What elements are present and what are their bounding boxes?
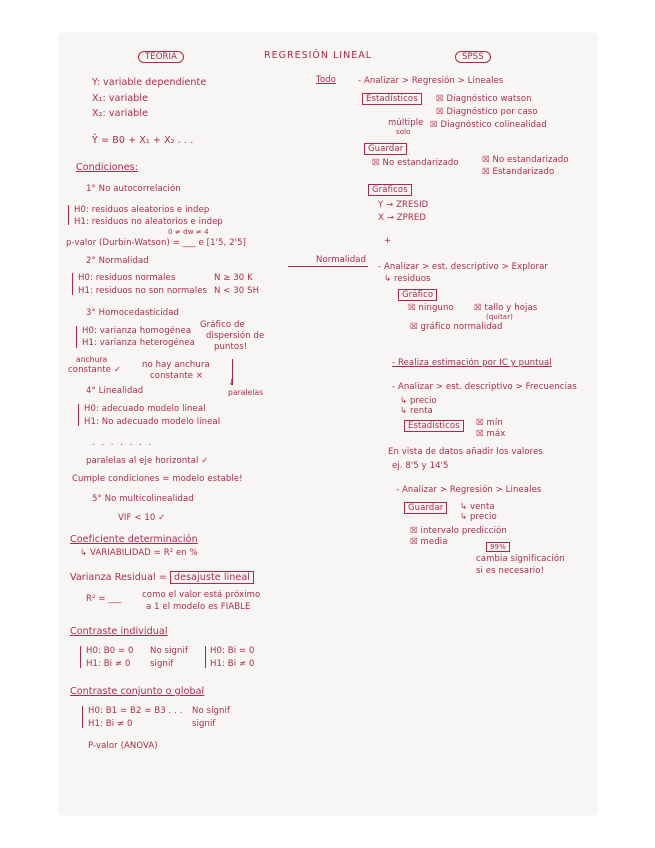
residuos-label: ↳ residuos: [384, 274, 431, 284]
brace: [78, 404, 79, 426]
venta-label: ↳ venta: [460, 502, 495, 512]
cond4-title: 4° Linealidad: [86, 386, 144, 396]
brace: [68, 205, 69, 225]
cond3-anchura-1: anchura: [76, 355, 108, 364]
realiza-estimacion: - Realiza estimación por IC y puntual: [392, 358, 552, 368]
cond3-grafico-2: dispersión de: [206, 331, 265, 341]
varianza-label: Varianza Residual =: [70, 572, 167, 583]
coef-title: Coeficiente determinación: [70, 534, 198, 545]
var-x2: X₂: variable: [92, 108, 149, 119]
cond3-grafico-3: puntos!: [214, 342, 248, 352]
cond2-n-small: N < 30 SH: [214, 286, 260, 296]
renta-label: ↳ renta: [400, 406, 433, 416]
path-explorar: - Analizar > est. descriptivo > Explorar: [378, 262, 548, 272]
cond3-title: 3° Homocedasticidad: [86, 308, 179, 318]
ci-h0b: H0: Bi = 0: [210, 646, 255, 656]
cond3-grafico-1: Gráfico de: [200, 320, 245, 330]
cond1-pvalor: p-valor (Durbin-Watson) = ___ e [1'5, 2'5]: [66, 238, 247, 248]
cond4-paralelas: paralelas al eje horizontal ✓: [86, 456, 209, 466]
varianza-r2-text-1: como el valor está próximo: [142, 590, 261, 600]
pct-box: 99%: [486, 542, 510, 552]
ci-h1b: H1: Bi ≠ 0: [210, 659, 255, 669]
path-analizar-lineales: - Analizar > Regresión > Lineales: [358, 76, 504, 86]
estadisticos-box: Estadísticos: [362, 93, 422, 105]
cond3-no-anchura-1: no hay anchura: [142, 360, 210, 370]
quitar-label: (quitar): [486, 313, 513, 321]
ci-h1a: H1: Bi ≠ 0: [86, 659, 131, 669]
x-zpred: X → ZPRED: [378, 213, 427, 223]
chk-min: ☒ mín: [476, 418, 503, 428]
vista-datos-2: ej. 8'5 y 14'5: [392, 461, 449, 471]
chk-grafico-normalidad: ☒ gráfico normalidad: [410, 322, 503, 332]
chk-intervalo: ☒ intervalo predicción: [410, 526, 507, 536]
chk-watson: ☒ Diagnóstico watson: [436, 94, 532, 104]
ci-nosig: No signif: [150, 646, 189, 656]
brace: [72, 273, 73, 295]
cond2-title: 2° Normalidad: [86, 256, 149, 266]
guardar-box-2: Guardar: [404, 502, 447, 514]
contraste-conjunto-title: Contraste conjunto o global: [70, 686, 205, 697]
path-lineales-2: - Analizar > Regresión > Lineales: [396, 485, 542, 495]
cc-pvalor: P-valor (ANOVA): [88, 741, 158, 751]
cc-nosig: No signif: [192, 706, 231, 716]
chk-max: ☒ máx: [476, 429, 506, 439]
varianza-r2: R² = ___: [86, 594, 122, 604]
condiciones-heading: Condiciones:: [76, 162, 139, 173]
cond3-h1: H1: varianza heterogénea: [82, 338, 195, 348]
todo-label: Todo: [316, 75, 336, 85]
chk-tallo: ☒ tallo y hojas: [474, 303, 538, 313]
multiple-label: múltiple: [388, 118, 424, 128]
brace: [80, 646, 81, 668]
teoria-badge: TEORÍA: [138, 51, 184, 63]
vista-datos-1: En vista de datos añadir los valores: [388, 447, 543, 457]
page-title: REGRESIÓN LINEAL: [264, 50, 372, 61]
var-y: Y: variable dependiente: [92, 77, 207, 88]
precio-label-2: ↳ precio: [460, 512, 497, 522]
chk-estandarizado: ☒ Estandarizado: [482, 167, 555, 177]
chk-media: ☒ media: [410, 537, 448, 547]
cond4-h1: H1: No adecuado modelo lineal: [84, 417, 221, 427]
y-zresid: Y → ZRESID: [378, 200, 429, 210]
chk-no-estandarizado: ☒ No estandarizado: [372, 158, 459, 168]
cond5-vif: VIF < 10 ✓: [118, 513, 166, 523]
cond4-h0: H0: adecuado modelo lineal: [84, 404, 206, 414]
guardar-box: Guardar: [364, 143, 407, 155]
cond3-no-anchura-2: constante ×: [150, 371, 204, 381]
solo-label: solo: [396, 128, 411, 136]
ci-h0a: H0: B0 = 0: [86, 646, 134, 656]
chk-ninguno: ☒ ninguno: [408, 303, 454, 313]
chk-no-estandarizado-2: ☒ No estandarizado: [482, 155, 569, 165]
contraste-individual-title: Contraste individual: [70, 626, 168, 637]
cambia-1: cambia significación: [476, 554, 565, 564]
ci-sig: signif: [150, 659, 174, 669]
varianza-r2-text-2: a 1 el modelo es FIABLE: [146, 602, 251, 612]
cond1-h0: H0: residuos aleatorios e indep: [74, 205, 210, 215]
arrow-head-icon: ↓: [228, 378, 236, 388]
estadisticos-box-2: Estadísticos: [404, 420, 464, 432]
cond1-note: 0 ≠ dw ≠ 4: [168, 228, 209, 236]
chk-caso: ☒ Diagnóstico por caso: [436, 107, 538, 117]
cond2-n-large: N ≥ 30 K: [214, 273, 253, 283]
chk-colinealidad: ☒ Diagnóstico colinealidad: [430, 120, 547, 130]
cc-sig: signif: [192, 719, 216, 729]
varianza-boxed: desajuste lineal: [170, 571, 254, 584]
path-frecuencias: - Analizar > est. descriptivo > Frecuencias: [392, 382, 577, 392]
grafico-box: Gráfico: [398, 289, 437, 301]
brace: [76, 326, 77, 348]
brace: [205, 646, 206, 668]
normalidad-label: Normalidad: [316, 255, 367, 265]
cond5-title: 5° No multicolinealidad: [92, 494, 194, 504]
cond3-paralelas: paralelas: [228, 388, 264, 397]
cond3-h0: H0: varianza homogénea: [82, 326, 192, 336]
cond2-h0: H0: residuos normales: [78, 273, 176, 283]
cc-h1: H1: Bi ≠ 0: [88, 719, 133, 729]
regression-equation: Ŷ = B0 + X₁ + X₂ . . .: [92, 135, 194, 146]
graficos-box: Gráficos: [368, 184, 412, 196]
plus-sign: +: [384, 236, 392, 246]
brace: [82, 706, 83, 728]
spss-badge: SPSS: [455, 51, 491, 63]
cond3-anchura-2: constante ✓: [68, 365, 122, 375]
var-x1: X₁: variable: [92, 93, 149, 104]
cumple-condiciones: Cumple condiciones = modelo estable!: [72, 474, 243, 484]
cc-h0: H0: B1 = B2 = B3 . . .: [88, 706, 183, 716]
cond2-h1: H1: residuos no son normales: [78, 286, 208, 296]
normalidad-line: [288, 266, 368, 267]
cambia-2: si es necesario!: [476, 566, 545, 576]
coef-text: ↳ VARIABILIDAD = R² en %: [80, 548, 198, 558]
cond1-title: 1° No autocorrelación: [86, 184, 181, 194]
precio-label: ↳ precio: [400, 396, 437, 406]
cond4-dots: . . . . . . .: [92, 438, 154, 448]
cond1-h1: H1: residuos no aleatorios e indep: [74, 217, 223, 227]
